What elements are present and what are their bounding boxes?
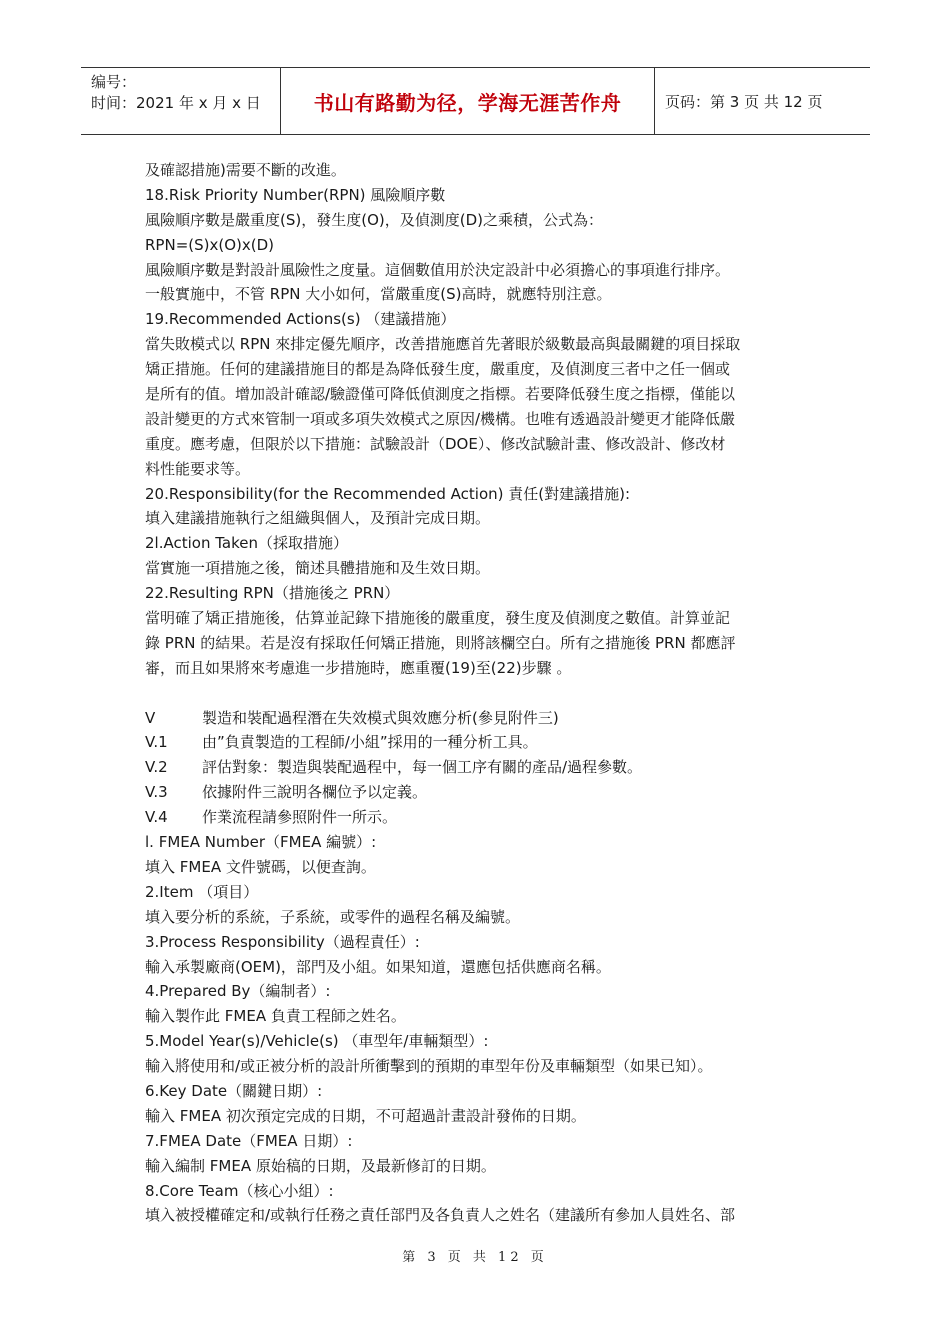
section-text: 評估對象：製造與裝配過程中，每一個工序有關的產品/過程參數。	[202, 758, 643, 777]
body-line: 錄 PRN 的結果。若是沒有採取任何矯正措施，則將該欄空白。所有之措施後 PRN 都應評	[145, 633, 736, 652]
body-line: 填入建議措施執行之組織與個人，及預計完成日期。	[145, 509, 491, 528]
item-heading-6: 6.Key Date（關鍵日期）:	[145, 1081, 323, 1100]
body-line: 矯正措施。任何的建議措施目的都是為降低發生度，嚴重度，及偵測度三者中之任一個或	[145, 360, 731, 379]
section-number: V.4	[145, 808, 168, 827]
section-number: V	[145, 708, 156, 727]
body-line: 風險順序數是嚴重度(S)，發生度(O)，及偵測度(D)之乘積，公式為：	[145, 210, 603, 229]
page-header	[81, 67, 870, 135]
section-v-item	[145, 730, 810, 755]
body-line: 一般實施中，不管 RPN 大小如何，當嚴重度(S)高時，就應特別注意。	[145, 285, 612, 304]
item-heading-3: 3.Process Responsibility（過程責任）:	[145, 932, 420, 951]
section-v-heading	[145, 706, 810, 731]
section-text: 由”負責製造的工程師/小組”採用的一種分析工具。	[202, 733, 538, 752]
section-heading-22: 22.Resulting RPN（措施後之 PRN）	[145, 584, 400, 603]
rpn-formula: RPN=(S)x(O)x(D)	[145, 235, 275, 254]
section-heading-18: 18.Risk Priority Number(RPN) 風險順序數	[145, 185, 446, 204]
body-line: 設計變更的方式來管制一項或多項失效模式之原因/機構。也唯有透過設計變更才能降低嚴	[145, 409, 736, 428]
body-line: 當明確了矯正措施後，估算並記錄下措施後的嚴重度，發生度及偵測度之數值。計算並記	[145, 609, 731, 628]
body-line: 風險順序數是對設計風險性之度量。這個數值用於決定設計中必須擔心的事項進行排序。	[145, 260, 731, 279]
body-line: 是所有的值。增加設計確認/驗證僅可降低偵測度之指標。若要降低發生度之指標，僅能以	[145, 385, 736, 404]
item-description: 填入被授權確定和/或執行任務之責任部門及各負責人之姓名（建議所有參加人員姓名、部	[145, 1206, 736, 1225]
document-number-label: 编号：	[91, 73, 137, 91]
item-description: 輸入製作此 FMEA 負責工程師之姓名。	[145, 1007, 406, 1026]
section-v-item	[145, 805, 810, 830]
blank-line	[145, 681, 810, 706]
header-motto-cell	[281, 68, 655, 134]
item-heading-5: 5.Model Year(s)/Vehicle(s) （車型年/車輛類型）:	[145, 1032, 489, 1051]
section-v-item	[145, 780, 810, 805]
header-meta-cell	[81, 68, 281, 134]
item-description: 填入要分析的系統，子系統，或零件的過程名稱及編號。	[145, 907, 521, 926]
item-description: 輸入編制 FMEA 原始稿的日期，及最新修訂的日期。	[145, 1156, 496, 1175]
section-heading-19: 19.Recommended Actions(s) （建議措施）	[145, 310, 456, 329]
item-description: 輸入承製廠商(OEM)，部門及小組。如果知道，還應包括供應商名稱。	[145, 957, 611, 976]
item-heading-8: 8.Core Team（核心小組）:	[145, 1181, 334, 1200]
item-heading-2: 2.Item （項目）	[145, 882, 259, 901]
body-line: 及確認措施)需要不斷的改進。	[145, 161, 346, 179]
body-line: 重度。應考慮，但限於以下措施：試驗設計（DOE）、修改試驗計畫、修改設計、修改材	[145, 434, 726, 453]
header-motto: 书山有路勤为径，学海无涯苦作舟	[313, 90, 622, 115]
body-line: 料性能要求等。	[145, 459, 251, 478]
section-number: V.3	[145, 783, 168, 802]
body-line: 當失敗模式以 RPN 來排定優先順序，改善措施應首先著眼於級數最高與最關鍵的項目採取	[145, 335, 741, 354]
item-description: 填入 FMEA 文件號碼，以便查詢。	[145, 857, 376, 876]
item-heading-7: 7.FMEA Date（FMEA 日期）:	[145, 1131, 353, 1150]
section-number: V.1	[145, 733, 168, 752]
section-v-item	[145, 755, 810, 780]
body-line: 當實施一項措施之後，簡述具體措施和及生效日期。	[145, 559, 491, 578]
header-page-cell	[655, 68, 870, 134]
header-page-info: 页码：第 3 页 共 12 页	[665, 92, 823, 111]
section-heading-20: 20.Responsibility(for the Recommended Action) 責任(對建議措施):	[145, 484, 631, 503]
item-description: 輸入 FMEA 初次預定完成的日期，不可超過計畫設計發佈的日期。	[145, 1106, 586, 1125]
item-description: 輸入將使用和/或正被分析的設計所衝擊到的預期的車型年份及車輛類型（如果已知）。	[145, 1057, 713, 1076]
body-line: 審，而且如果將來考慮進一步措施時，應重覆(19)至(22)步驟 。	[145, 658, 572, 677]
document-date: 时间：2021 年 x 月 x 日	[91, 94, 261, 112]
section-heading-21: 2l.Action Taken（採取措施）	[145, 534, 348, 553]
item-heading-1: l. FMEA Number（FMEA 編號）:	[145, 833, 377, 852]
section-number: V.2	[145, 758, 168, 777]
section-text: 依據附件三說明各欄位予以定義。	[202, 783, 428, 802]
section-text: 製造和裝配過程潛在失效模式與效應分析(參見附件三)	[202, 708, 559, 727]
document-body	[145, 158, 810, 1228]
item-heading-4: 4.Prepared By（編制者）:	[145, 982, 331, 1001]
page-footer: 第 3 页 共 12 页	[402, 1250, 548, 1265]
section-text: 作業流程請參照附件一所示。	[202, 808, 398, 827]
